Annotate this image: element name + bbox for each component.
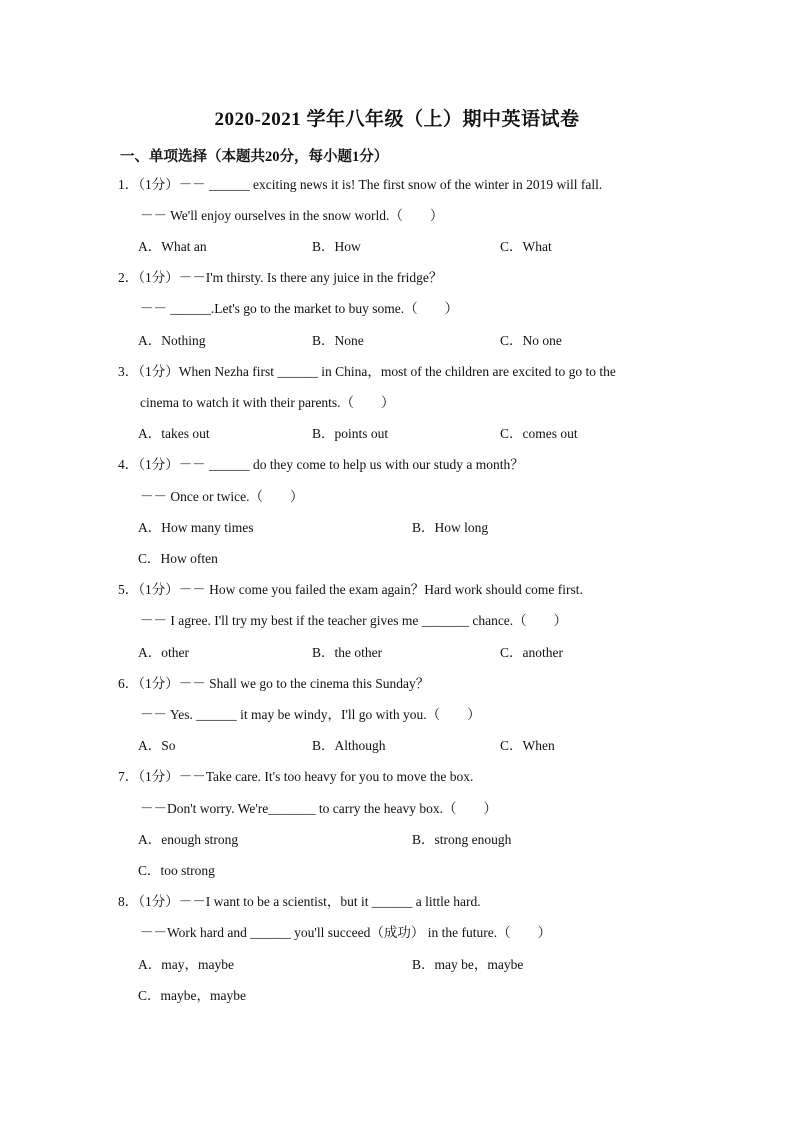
question-1-option-c: C．What — [500, 239, 552, 254]
question-5-reply: －－ I agree. I'll try my best if the teacher gives me _______ chance.（ ） — [140, 613, 568, 628]
question-8-reply: －－Work hard and ______ you'll succeed（成功） in the future.（ ） — [140, 925, 552, 940]
question-7-reply: －－Don't worry. We're_______ to carry the heavy box.（ ） — [140, 801, 497, 816]
question-6-stem: 6．（1分）－－ Shall we go to the cinema this Sunday？ — [118, 676, 430, 691]
question-4-option-a: A．How many times — [138, 520, 254, 535]
question-8-option-a: A．may，maybe — [138, 957, 234, 972]
question-7-stem: 7．（1分）－－Take care. It's too heavy for you to move the box. — [118, 769, 474, 784]
question-6-option-c: C．When — [500, 738, 555, 753]
question-6-option-a: A．So — [138, 738, 176, 753]
question-8-option-c: C．maybe，maybe — [138, 988, 246, 1003]
question-2-stem: 2．（1分）－－I'm thirsty. Is there any juice in the fridge？ — [118, 270, 443, 285]
question-7-option-b: B．strong enough — [412, 832, 512, 847]
question-2-option-c: C．No one — [500, 333, 562, 348]
question-4-reply: －－ Once or twice.（ ） — [140, 489, 304, 504]
question-5-option-b: B．the other — [312, 645, 383, 660]
question-1-option-a: A．What an — [138, 239, 207, 254]
question-3-stem: 3．（1分）When Nezha first ______ in China，most of the children are excited to go to the — [118, 364, 616, 379]
question-5-option-c: C．another — [500, 645, 563, 660]
question-1-reply: －－ We'll enjoy ourselves in the snow world.（ ） — [140, 208, 444, 223]
question-4-stem: 4．（1分）－－ ______ do they come to help us with our study a month？ — [118, 457, 524, 472]
question-6-reply: －－ Yes. ______ it may be windy，I'll go with you.（ ） — [140, 707, 481, 722]
question-4-option-c: C．How often — [138, 551, 218, 566]
question-3-option-a: A．takes out — [138, 426, 210, 441]
question-2-reply: －－ ______.Let's go to the market to buy some.（ ） — [140, 301, 459, 316]
question-6-option-b: B．Although — [312, 738, 386, 753]
question-3-continuation: cinema to watch it with their parents.（ ） — [140, 395, 395, 410]
question-7-option-a: A．enough strong — [138, 832, 239, 847]
section-heading: 一、单项选择（本题共20分，每小题1分） — [120, 149, 389, 165]
question-8-option-b: B．may be，maybe — [412, 957, 524, 972]
question-1-stem: 1．（1分）－－ ______ exciting news it is! The first snow of the winter in 2019 will fall. — [118, 177, 603, 192]
exam-title: 2020-2021 学年八年级（上）期中英语试卷 — [214, 109, 580, 130]
question-8-stem: 8．（1分）－－I want to be a scientist，but it ______ a little hard. — [118, 894, 481, 909]
question-2-option-a: A．Nothing — [138, 333, 206, 348]
question-2-option-b: B．None — [312, 333, 364, 348]
question-5-option-a: A．other — [138, 645, 189, 660]
question-1-option-b: B．How — [312, 239, 361, 254]
question-4-option-b: B．How long — [412, 520, 489, 535]
question-3-option-b: B．points out — [312, 426, 389, 441]
question-5-stem: 5．（1分）－－ How come you failed the exam again？Hard work should come first. — [118, 582, 583, 597]
question-7-option-c: C．too strong — [138, 863, 215, 878]
question-3-option-c: C．comes out — [500, 426, 578, 441]
